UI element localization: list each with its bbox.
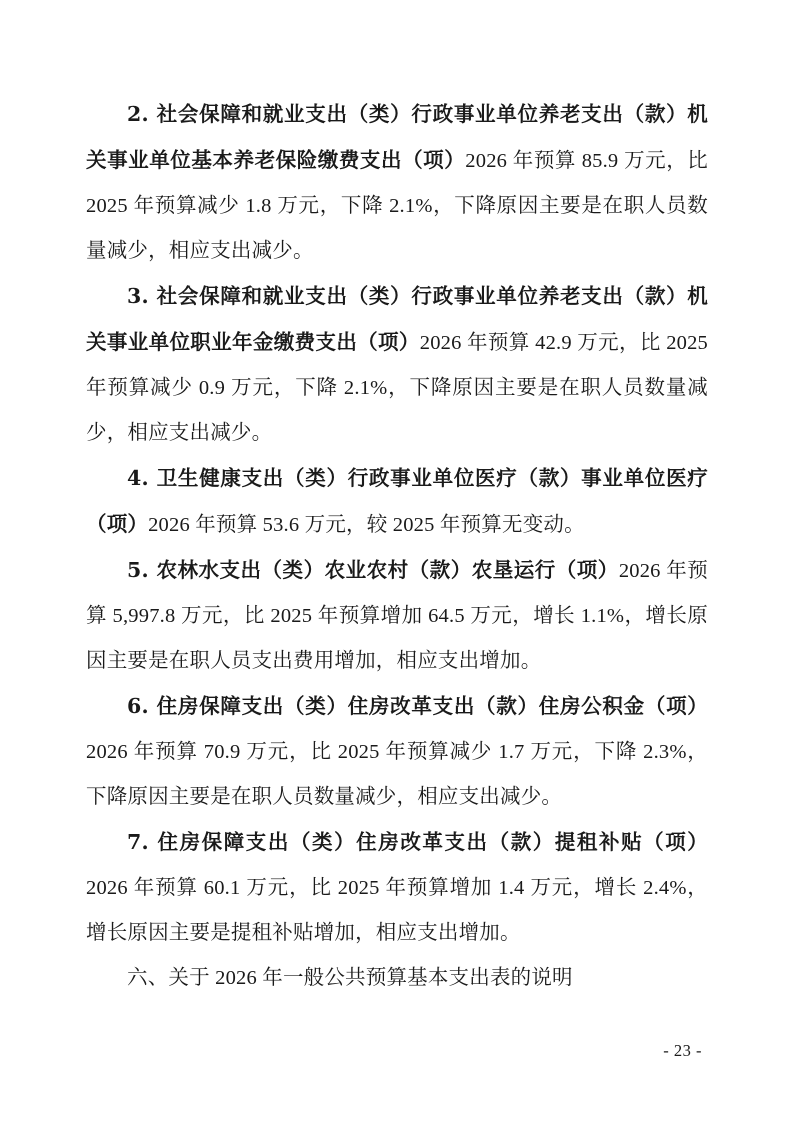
paragraph-rest: 2026 年预算 70.9 万元，比 2025 年预算减少 1.7 万元，下降 2.3%，下降原因主要是在职人员数量减少，相应支出减少。 xyxy=(86,741,708,808)
paragraph-item-2 xyxy=(86,92,708,274)
paragraph-lead: 3. 社会保障和就业支出（类）行政事业单位养老支出（款）机关事业单位职业年金缴费支出（项） xyxy=(86,284,708,354)
document-body xyxy=(86,92,708,1001)
section-heading: 六、关于 2026 年一般公共预算基本支出表的说明 xyxy=(127,967,573,989)
paragraph-rest: 2026 年预算 85.9 万元，比 2025 年预算减少 1.8 万元，下降 2.1%，下降原因主要是在职人员数量减少，相应支出减少。 xyxy=(86,150,708,262)
paragraph-item-4 xyxy=(86,456,708,548)
paragraph-rest: 2026 年预算 60.1 万元，比 2025 年预算增加 1.4 万元，增长 2.4%，增长原因主要是提租补贴增加，相应支出增加。 xyxy=(86,877,708,944)
paragraph-lead: 2. 社会保障和就业支出（类）行政事业单位养老支出（款）机关事业单位基本养老保险缴费支出（项） xyxy=(86,102,708,172)
paragraph-rest: 2026 年预算 42.9 万元，比 2025 年预算减少 0.9 万元，下降 2.1%，下降原因主要是在职人员数量减少，相应支出减少。 xyxy=(86,332,708,444)
paragraph-lead: 7. 住房保障支出（类）住房改革支出（款）提租补贴（项） xyxy=(127,830,708,854)
paragraph-item-5 xyxy=(86,548,708,684)
paragraph-lead: 4. 卫生健康支出（类）行政事业单位医疗（款）事业单位医疗（项） xyxy=(86,466,708,536)
paragraph-rest: 2026 年预算 5,997.8 万元，比 2025 年预算增加 64.5 万元，增长 1.1%，增长原因主要是在职人员支出费用增加，相应支出增加。 xyxy=(86,560,708,672)
paragraph-lead: 5. 农林水支出（类）农业农村（款）农垦运行（项） xyxy=(127,558,619,582)
paragraph-item-3 xyxy=(86,274,708,456)
paragraph-lead: 6. 住房保障支出（类）住房改革支出（款）住房公积金（项） xyxy=(127,694,708,718)
paragraph-item-6 xyxy=(86,684,708,820)
paragraph-rest: 2026 年预算 53.6 万元，较 2025 年预算无变动。 xyxy=(148,514,585,536)
paragraph-item-7 xyxy=(86,820,708,956)
page-number: - 23 - xyxy=(663,1041,702,1060)
